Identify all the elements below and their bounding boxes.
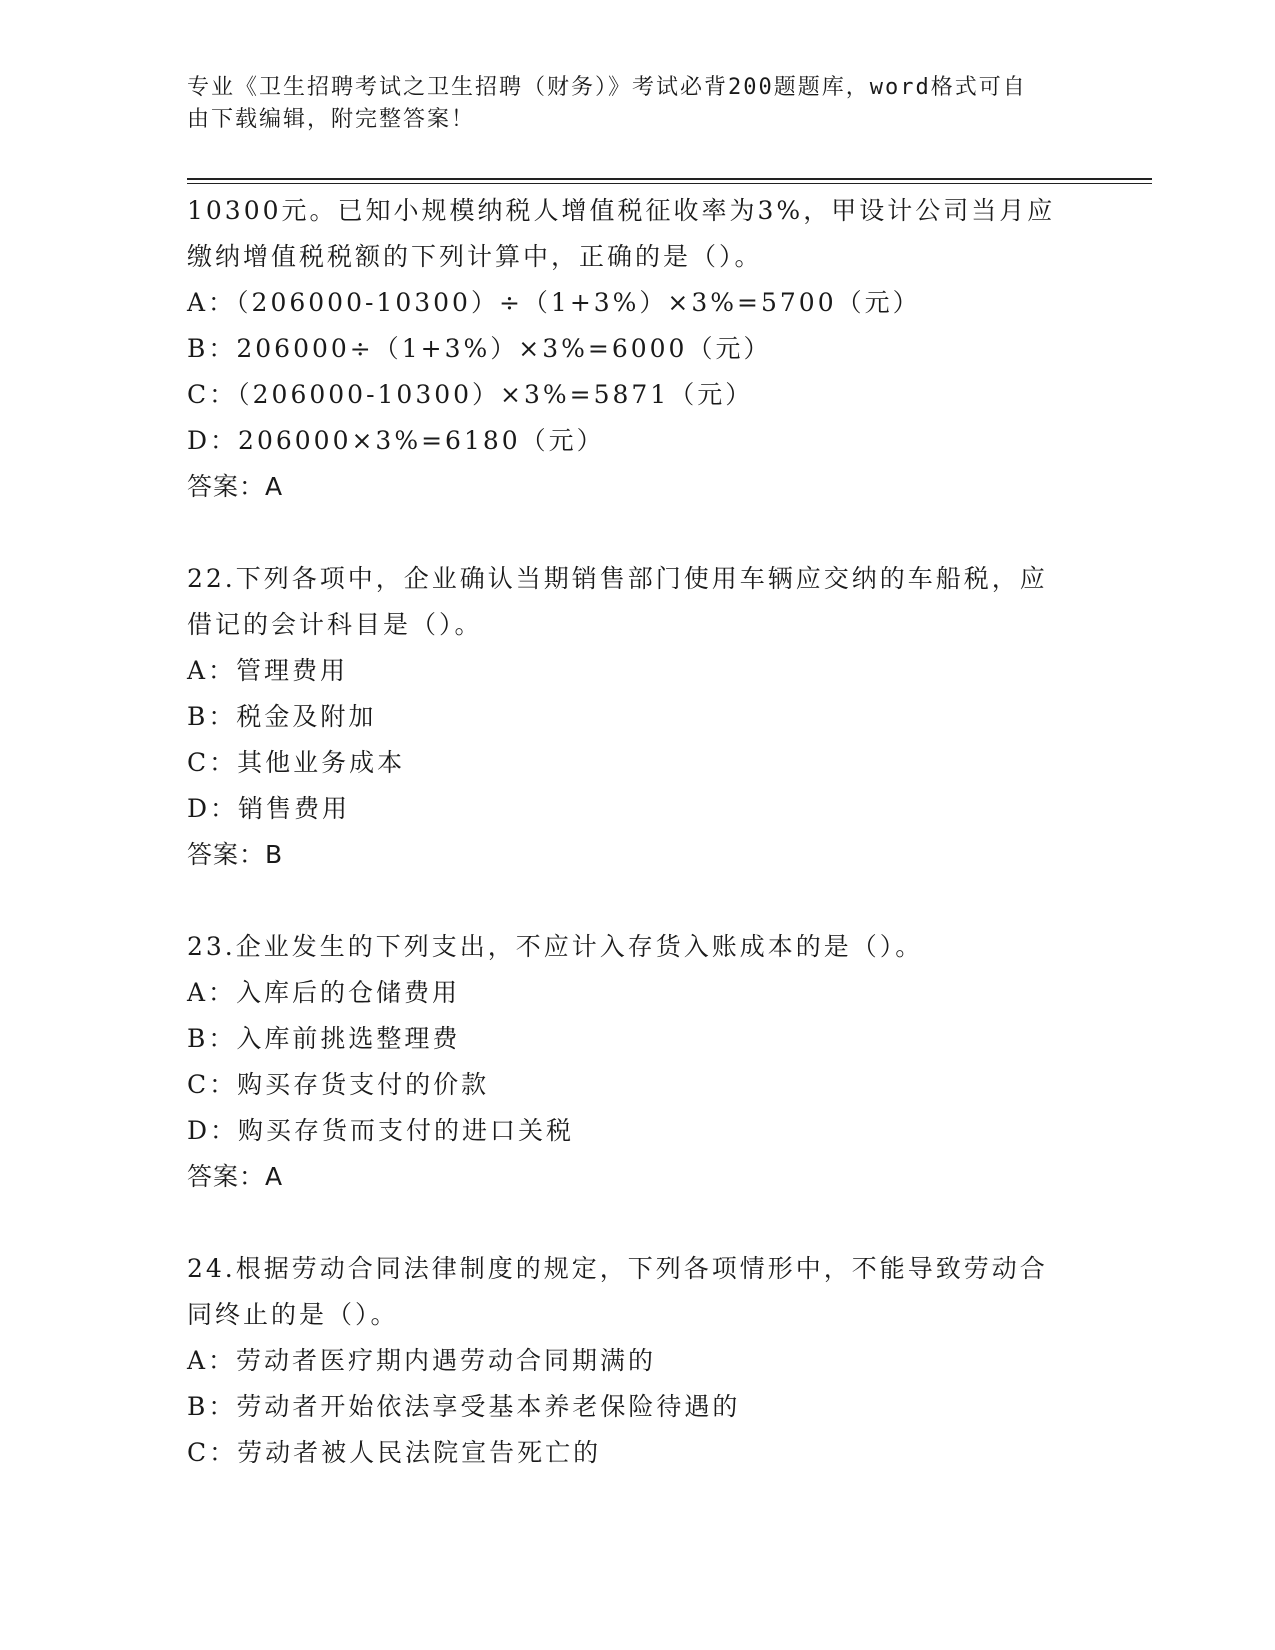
spacer [187,878,1087,924]
document-header [187,72,1087,136]
question-stem: 缴纳增值税税额的下列计算中，正确的是（）。 [187,242,763,271]
header-line-2: 由下载编辑，附完整答案！ [187,107,476,132]
header-line-1: 专业《卫生招聘考试之卫生招聘（财务）》考试必背200题题库，word格式可自 [187,75,1027,100]
question-list [187,188,1087,1476]
option-b: B：206000÷（1+3%）×3%=6000（元） [187,334,772,363]
option-a: A：入库后的仓储费用 [187,978,461,1007]
option-a: A：（206000-10300）÷（1+3%）×3%=5700（元） [187,288,921,317]
question-21 [187,188,1087,510]
option-a: A：管理费用 [187,656,349,685]
question-stem: 10300元。已知小规模纳税人增值税征收率为3%，甲设计公司当月应 [187,196,1056,225]
spacer [187,1200,1087,1246]
spacer [187,510,1087,556]
option-c: C：劳动者被人民法院宣告死亡的 [187,1438,602,1467]
answer: 答案：B [187,840,284,869]
option-d: D：206000×3%=6180（元） [187,426,605,455]
option-d: D：销售费用 [187,794,351,823]
option-b: B：税金及附加 [187,702,377,731]
question-stem: 借记的会计科目是（）。 [187,610,483,639]
option-c: C：（206000-10300）×3%=5871（元） [187,380,754,409]
question-stem: 24.根据劳动合同法律制度的规定，下列各项情形中，不能导致劳动合 [187,1254,1048,1283]
header-divider-thick [187,178,1152,180]
option-a: A：劳动者医疗期内遇劳动合同期满的 [187,1346,657,1375]
option-b: B：劳动者开始依法享受基本养老保险待遇的 [187,1392,741,1421]
option-c: C：购买存货支付的价款 [187,1070,490,1099]
question-stem: 22.下列各项中，企业确认当期销售部门使用车辆应交纳的车船税，应 [187,564,1048,593]
question-stem: 23.企业发生的下列支出，不应计入存货入账成本的是（）。 [187,932,924,961]
option-c: C：其他业务成本 [187,748,406,777]
question-24 [187,1246,1087,1476]
option-b: B：入库前挑选整理费 [187,1024,461,1053]
question-stem: 同终止的是（）。 [187,1300,399,1329]
answer: 答案：A [187,472,284,501]
question-23 [187,924,1087,1200]
header-divider-thin [187,183,1152,184]
question-22 [187,556,1087,878]
answer: 答案：A [187,1162,284,1191]
option-d: D：购买存货而支付的进口关税 [187,1116,575,1145]
